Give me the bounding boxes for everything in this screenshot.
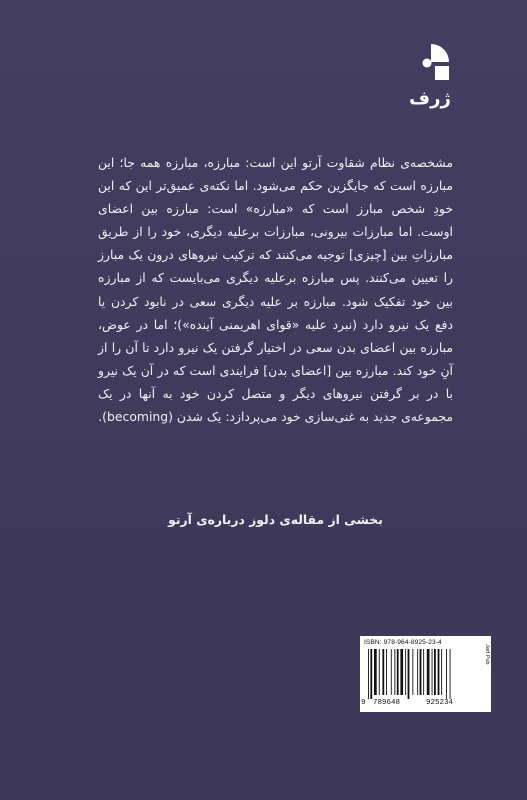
barcode-bar [446,649,447,699]
barcode-bar [432,649,433,695]
barcode-digit-group-2: 925234 [426,699,454,707]
isbn-text: ISBN: 978-964-8925-23-4 [364,639,442,646]
barcode-bar [423,649,424,695]
barcode-bars [366,649,476,699]
barcode-bar [434,649,436,695]
barcode-bar [394,649,395,695]
blurb-source-caption: بخشی از مقاله‌ی دلوز درباره‌ی آرتو [168,512,383,527]
isbn-barcode-label [360,636,491,712]
barcode-bar [408,649,410,699]
barcode-bar [368,649,369,699]
publisher-name: ژرف [409,88,451,109]
barcode-bar [412,649,413,695]
barcode-bar [374,649,377,695]
back-cover-blurb: مشخصه‌ی نظام شقاوت آرتو این است: مبارزه، مبارزه همه جا؛ این مبارزه است که جایگزین حکم می‌شود. اما نکته‌ی عمیق‌تر این که این خودِ شخص مبارز است که «مبارزه» است: مبارزه بین اعضای اوست. اما مبارزات بیرونی، مبارزات برعلیه دیگری، خود را از طریق مبارزاتِ بین [چیزی] توجیه می‌کنند که ترکیب نیروهای درون یک مبارز را تعیین می‌کنند. پس مبارزه برعلیه دیگری می‌بایست که از مبارزه بین خود تفکیک شود. مبارزه بر علیه دیگری سعی در نابود کردن یا دفع یک نیرو دارد (نبرد علیه «قوای اهریمنی آینده»)؛ اما در عوض، مبارزه بین اعضای بدن سعی در اختیار گرفتن یک نیرو دارد تا آن را از آنِ خود کند. مبارزه بین [اعضای بدن] فرایندی است که در آن یک نیرو با در بر گرفتن نیروهای دیگر و متصل کردن خود به آنها در یک مجموعه‌ی جدید به غنی‌سازی خود می‌پردازد: یک شدن (becoming). [98,155,453,425]
barcode-bar [420,649,422,695]
barcode-bar [405,649,406,695]
barcode-bar [441,649,442,695]
barcode-bar [450,649,451,699]
barcode-digits [360,699,482,710]
barcode-bar [427,649,430,695]
barcode-bar [391,649,392,695]
barcode-side-label: Jarf Pub [484,644,490,665]
barcode-bar [386,649,387,695]
barcode-bar [400,649,403,695]
barcode-bar [397,649,399,695]
barcode-digit-group-1: 789648 [373,699,401,707]
barcode-bar [379,649,380,695]
barcode-bar [438,649,440,695]
barcode-bar [417,649,418,695]
barcode-bar [382,649,384,695]
barcode-bar [370,649,372,699]
barcode-digit-lead: 9 [361,699,366,707]
